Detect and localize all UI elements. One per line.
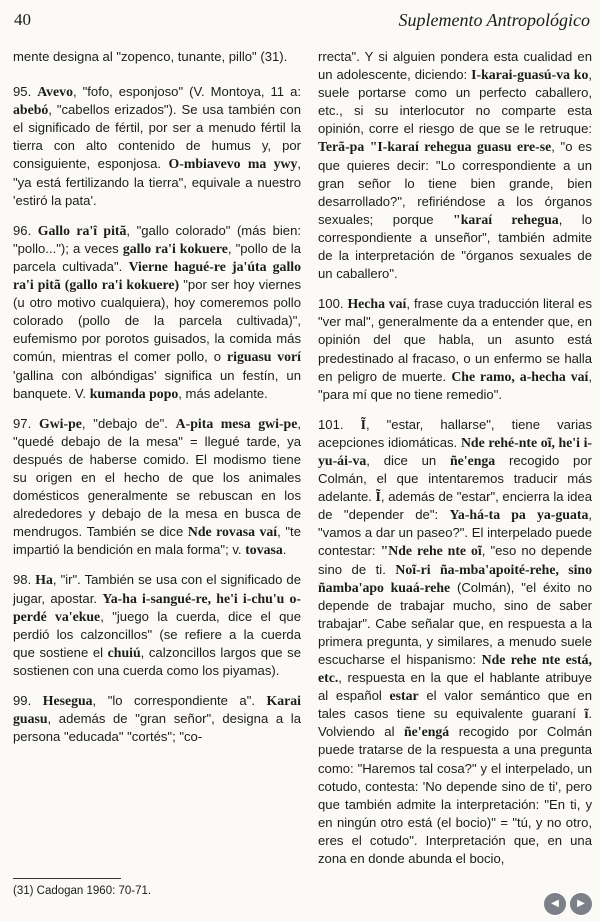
paragraph-101: 101. Ĩ, "estar, hallarse", tiene varias acepciones idiomáticas. Nde rehé-nte oĩ, he'i i-yu-ái-va, dice un ñe'enga recogido por Colmán, el que intentaremos traducir más adelante. Ĩ, además de "estar", encierra la idea de "depender de": Ya-há-ta pa ya-guata, "vamos a dar un paseo?". El interpelado puede contestar: "Nde rehe nte oĩ, "eso no depende sino de ti. Noĩ-ri ña-mba'apoité-rehe, sino ñamba'apo kuaá-rehe (Colmán), "el éxito no depende de trabajar mucho, sino de saber trabajar". Cabe señalar que, en respuesta a la primera pregunta, y similares, a menudo suele escucharse el hispanismo: Nde rehe nte está, etc., respuesta en la que el hablante atribuye al español estar el valor semántico que en tales casos tiene su equivalente guaraní ĩ. Volviendo al ñe'engá recogido por Colmán puede tratarse de la respuesta a una pregunta como: "Haremos tal cosa?" y el interpelado, un cotudo, contesta: 'No depende sino de ti', pero que también admite la interpretación: "En ti, y en ningún otro está (el bocio)" = "tú, y no otro, eres el cotudo". Interpretación que, en una zona en donde abunda el bocio,: [318, 416, 593, 867]
page-number: 40: [14, 10, 31, 29]
paragraph-99: 99. Hesegua, "lo correspondiente a". Karai guasu, además de "gran señor", designa a la persona "educada" "cortés"; "co-: [13, 693, 302, 745]
paragraph-97: 97. Gwi-pe, "debajo de". A-pita mesa gwi-pe, "quedé debajo de la mesa" = llegué tarde, ya después de haberse comido. El modismo tiene su origen en el hecho de que los animales domésticos generalmente se rebuscan en los alrededores y debajo de la mesa en busca de mendrugos. También se dice Nde rovasa vaí, "te impartió la bendición en mala forma"; v. tovasa.: [13, 415, 301, 558]
paragraph-96: 96. Gallo ra'î pitã, "gallo colorado" (más bien: "pollo..."); a veces gallo ra'i kokuere, "pollo de la parcela cultivada". Vierne hagué-re ja'úta gallo ra'i pitã (gallo ra'i kokuere) "por ser hoy viernes (u otro motivo cualquiera), hoy comeremos pollo colorado (pollo de la parcela cultivada)", eufemismo por porotos guisados, la comida más común, mientras el comer pollo, o riguasu vorí 'gallina con albóndigas' significa un festín, un banquete. V. kumanda popo, más adelante.: [13, 222, 302, 401]
paragraph-100: 100. Hecha vaí, frase cuya traducción literal es "ver mal", generalmente da a entender que, en opinión del que habla, un asunto está predestinado al fracaso, o un enfermo se halla en peligro de muerte. Che ramo, a-hecha vaí, "para mí que no tiene remedio".: [318, 296, 593, 402]
page-header: [0, 10, 600, 32]
footnote-rule: [13, 878, 121, 879]
paragraph-continuation: mente designa al "zopenco, tunante, pillo" (31).: [13, 49, 288, 64]
left-column: [13, 48, 301, 758]
footnote: (31) Cadogan 1960: 70-71.: [13, 885, 152, 897]
page-navigation: [544, 893, 592, 915]
paragraph-95: 95. Avevo, "fofo, esponjoso" (V. Montoya, 11 a: abebó, "cabellos erizados"). Se usa también con el significado de fértil, por ser a menudo fértil la tierra con alto contenido de humus y, por consiguiente, esponjosa. O-mbiavevo ma ywy, "ya está fertilizando la tierra", equivale a nuestro 'estiró la pata'.: [13, 84, 302, 208]
journal-title: Suplemento Antropológico: [398, 10, 590, 30]
previous-page-button[interactable]: ◀: [544, 893, 566, 915]
right-column: [318, 48, 592, 880]
paragraph-98: 98. Ha, "ir". También se usa con el significado de jugar, apostar. Ya-ha i-sangué-re, he'i i-chu'u o-perdé va'ekue, "juego la cuerda, dice el que perdió los calzoncillos" (se refiere a la cuerda que sostiene el chuiú, calzoncillos largos que se sostienen con una cuerda como los piyamas).: [13, 572, 302, 678]
paragraph-99-continued: rrecta". Y si alguien pondera esta cualidad en un adolescente, diciendo: I-karai-guasú-va ko, suele portarse como un perfecto caballero, etc., si su interlocutor no comparte esta opinión, corre el riesgo de que se le retruque: Terã-pa "I-karaí rehegua guasu ere-se, "o es que quieres decir: "Lo correspondiente a un gran señor lo tiene bien grande, bien desarrollado?", refiriéndose a los órganos sexuales; porque "karaí rehegua, lo correspondiente a unseñor", también admite de la interpretación de "órganos sexuales de un caballero".: [318, 49, 592, 282]
next-page-button[interactable]: ▶: [570, 893, 592, 915]
